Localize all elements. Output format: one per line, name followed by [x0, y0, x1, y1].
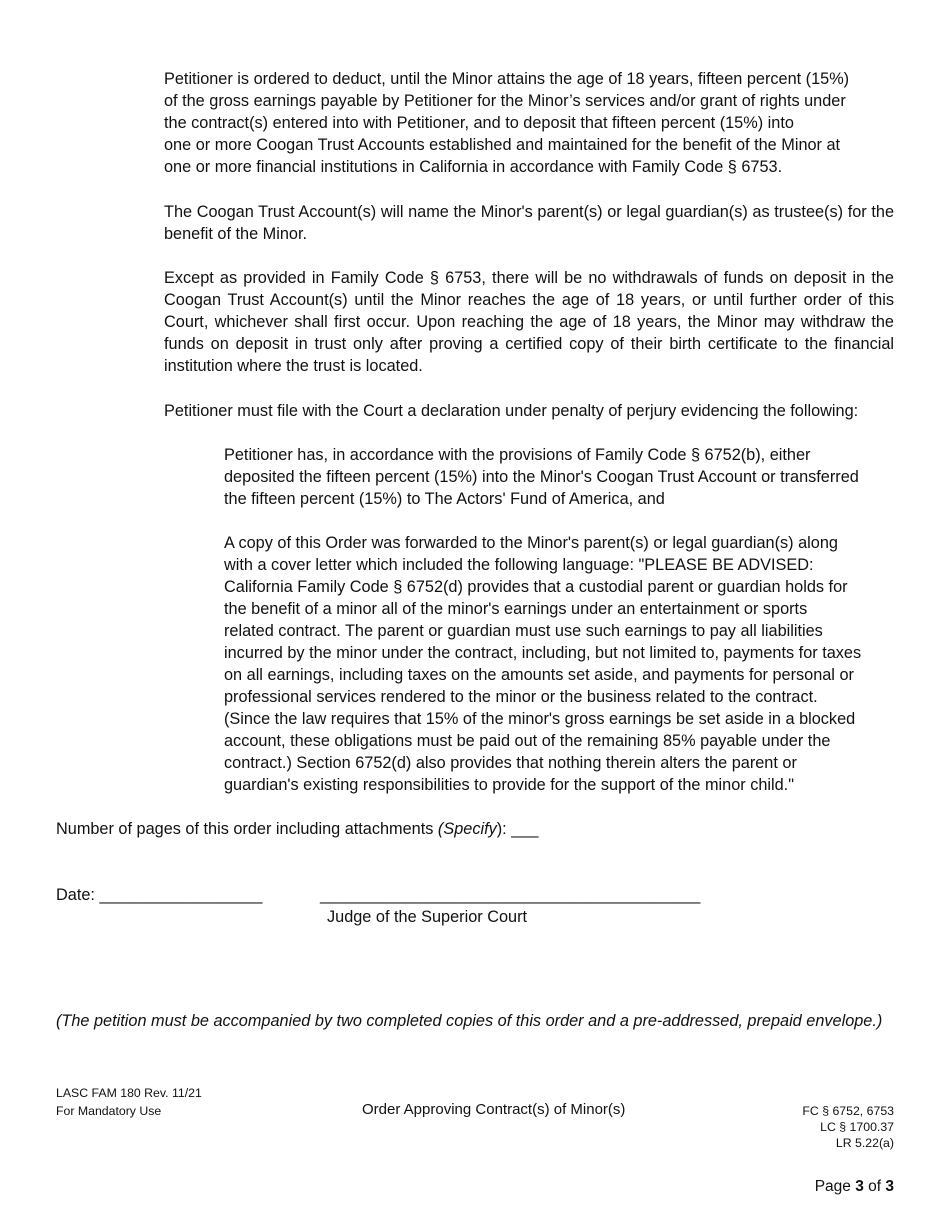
number-of-pages-field[interactable] [56, 818, 538, 840]
page-current: 3 [855, 1178, 864, 1195]
paragraph-line: A copy of this Order was forwarded to the Minor's parent(s) or legal guardian(s) along [224, 534, 838, 552]
date-field[interactable]: Date: __________________ [56, 886, 263, 904]
paragraph-line: (Since the law requires that 15% of the minor's gross earnings be set aside in a blocked [224, 710, 856, 728]
page-middle: of [863, 1178, 886, 1195]
page-number [815, 1177, 894, 1197]
paragraph-line: deposited the fifteen percent (15%) into the Minor's Coogan Trust Account or transferred [224, 468, 859, 486]
paragraph-line: Petitioner has, in accordance with the provisions of Family Code § 6752(b), either [224, 446, 811, 464]
legal-code-references [694, 1103, 894, 1151]
paragraph-trustee: The Coogan Trust Account(s) will name the Minor's parent(s) or legal guardian(s) as trustee(s) for the benefit of the Minor. [164, 203, 894, 243]
paragraph-line: the contract(s) entered into with Petitioner, and to deposit that fifteen percent (15%) into [164, 114, 794, 132]
paragraph-line: Petitioner is ordered to deduct, until the Minor attains the age of 18 years, fifteen percent (15%) [164, 70, 850, 88]
code-reference: LR 5.22(a) [835, 1136, 894, 1150]
page-total: 3 [885, 1178, 894, 1195]
indented-paragraph-deposit [224, 444, 894, 510]
page-prefix: Page [814, 1178, 856, 1195]
code-reference: FC § 6752, 6753 [802, 1104, 894, 1118]
paragraph-line: California Family Code § 6752(d) provides that a custodial parent or guardian holds for [224, 578, 848, 596]
code-reference: LC § 1700.37 [820, 1120, 894, 1134]
indented-paragraph-cover-letter [224, 532, 894, 796]
paragraph-line: professional services rendered to the minor or the business related to the contract. [224, 688, 818, 706]
specify-label: (Specify [437, 820, 497, 838]
paragraph-withdrawals: Except as provided in Family Code § 6753, there will be no withdrawals of funds on deposit in the Coogan Trust Account(s) until the Minor reaches the age of 18 years, or until further order of this Court, whichever shall first occur. Upon reaching the age of 18 years, the Minor may withdraw the funds on deposit in trust only after proving a certified copy of their birth certificate to the financial institution where the trust is located. [164, 269, 894, 375]
judge-signature-label: Judge of the Superior Court [327, 908, 528, 926]
form-use: For Mandatory Use [56, 1104, 162, 1118]
paragraph-line: on all earnings, including taxes on the amounts set aside, and payments for personal or [224, 666, 854, 684]
number-of-pages-label: Number of pages of this order including attachments [56, 820, 438, 838]
paragraph-line: incurred by the minor under the contract, including, but not limited to, payments for taxes [224, 644, 862, 662]
paragraph-line: guardian's existing responsibilities to provide for the support of the minor child." [224, 776, 794, 794]
number-of-pages-blank[interactable]: ): ___ [496, 820, 539, 838]
paragraph-declaration: Petitioner must file with the Court a declaration under penalty of perjury evidencing the following: [164, 402, 859, 420]
paragraph-line: account, these obligations must be paid out of the remaining 85% payable under the [224, 732, 831, 750]
form-id: LASC FAM 180 Rev. 11/21 [56, 1086, 202, 1100]
paragraph-deduction-order [164, 68, 894, 178]
paragraph-line: one or more financial institutions in California in accordance with Family Code § 6753. [164, 158, 783, 176]
paragraph-line: one or more Coogan Trust Accounts established and maintained for the benefit of the Minor at [164, 136, 841, 154]
judge-signature-line[interactable]: __________________________________________ [320, 886, 701, 904]
paragraph-line: contract.) Section 6752(d) also provides that nothing therein alters the parent or [224, 754, 797, 772]
paragraph-line: the fifteen percent (15%) to The Actors' Fund of America, and [224, 490, 665, 508]
paragraph-line: the benefit of a minor all of the minor's earnings under an entertainment or sports [224, 600, 808, 618]
paragraph-line: with a cover letter which included the following language: "PLEASE BE ADVISED: [224, 556, 814, 574]
paragraph-line: related contract. The parent or guardian must use such earnings to pay all liabilities [224, 622, 823, 640]
paragraph-line: of the gross earnings payable by Petitioner for the Minor’s services and/or grant of rights under [164, 92, 846, 110]
submission-note: (The petition must be accompanied by two completed copies of this order and a pre-addressed, prepaid envelope.) [56, 1012, 883, 1030]
form-title: Order Approving Contract(s) of Minor(s) [362, 1101, 626, 1118]
